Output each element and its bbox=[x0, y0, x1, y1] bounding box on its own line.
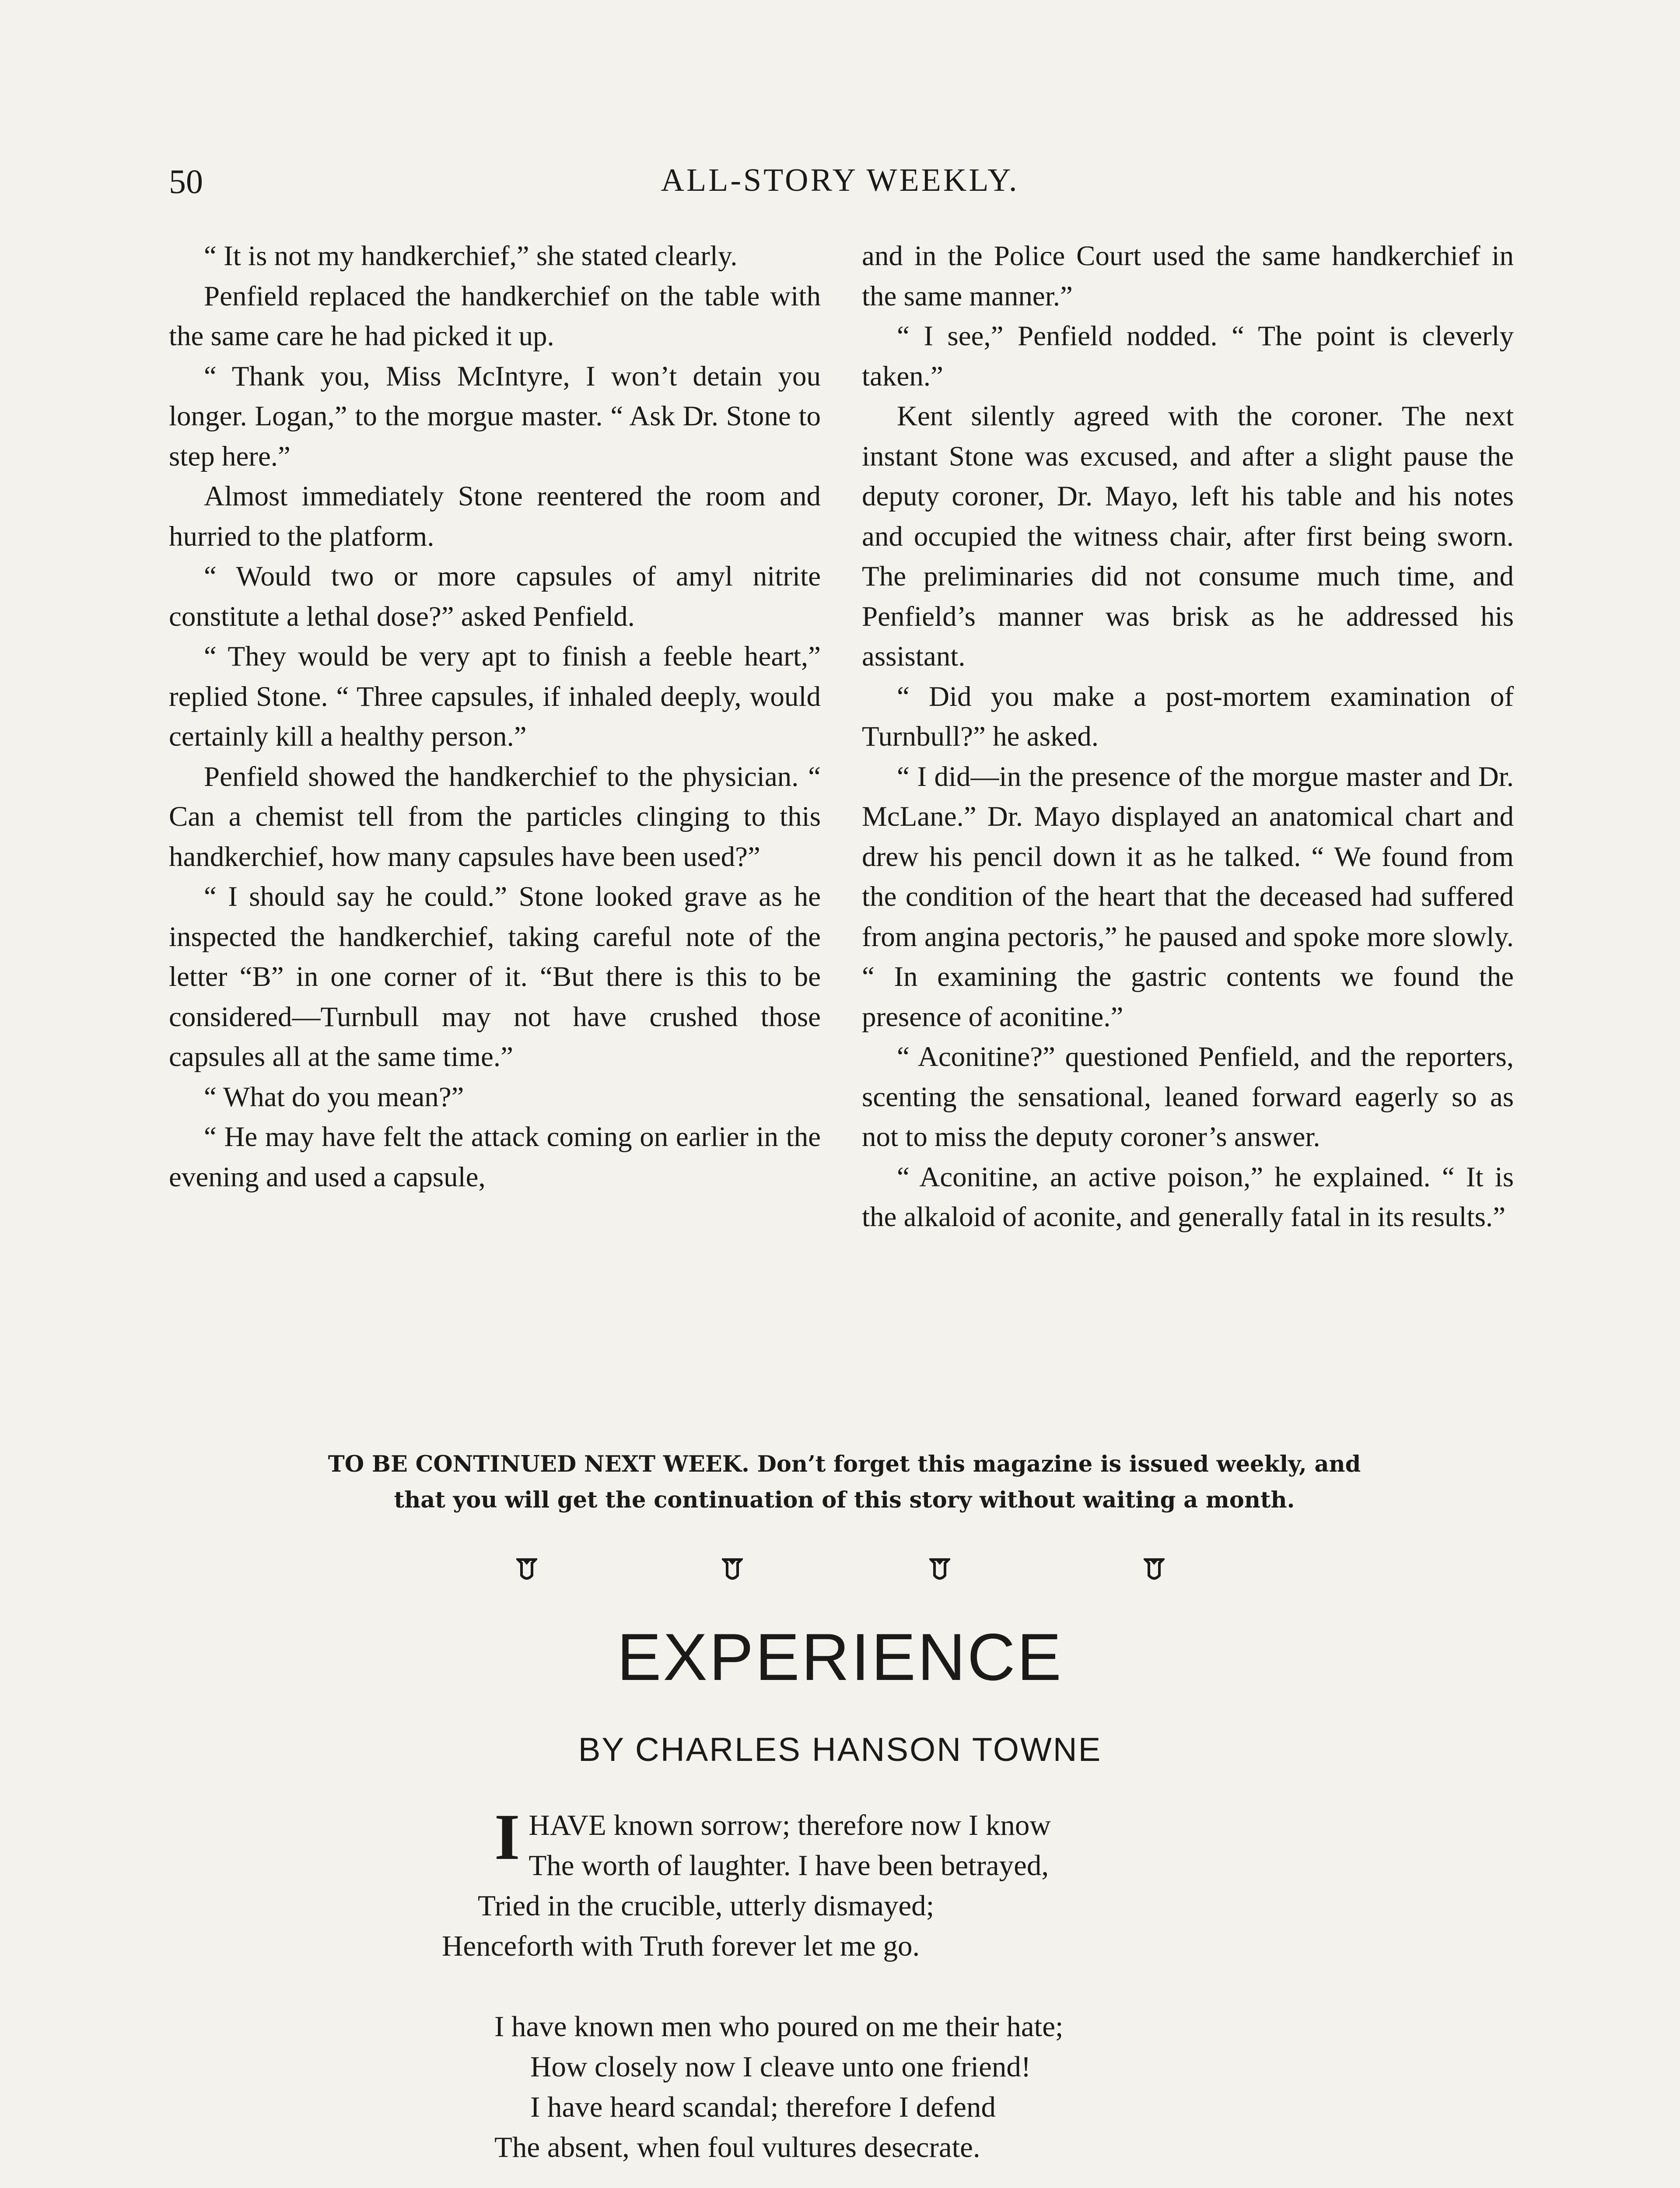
story-paragraph: “ What do you mean?” bbox=[204, 1081, 464, 1113]
poem-line: Henceforth with Truth forever let me go. bbox=[442, 1930, 920, 1962]
story-paragraph: and in the Police Court used the same handkerchief in the same manner.” bbox=[862, 240, 1514, 312]
page-header bbox=[169, 162, 1511, 201]
poem-line: I have heard scandal; therefore I defend bbox=[530, 2091, 996, 2123]
page-number: 50 bbox=[169, 162, 203, 200]
story-paragraph: Almost immediately Stone reentered the room and hurried to the platform. bbox=[169, 480, 821, 552]
continued-notice bbox=[166, 1446, 1522, 1518]
continued-notice-line: TO BE CONTINUED NEXT WEEK. Don’t forget this magazine is issued weekly, and bbox=[328, 1451, 1361, 1477]
ornament-icon bbox=[929, 1558, 950, 1582]
poem-line: How closely now I cleave unto one friend! bbox=[530, 2051, 1031, 2083]
poem-line: I have known men who poured on me their hate; bbox=[494, 2010, 1064, 2043]
drop-cap: I bbox=[494, 1801, 520, 1873]
poem-byline: BY CHARLES HANSON TOWNE bbox=[578, 1731, 1102, 1768]
poem-line: Tried in the crucible, utterly dismayed; bbox=[478, 1890, 934, 1922]
story-paragraph: “ Thank you, Miss McIntyre, I won’t detain you longer. Logan,” to the morgue master. “ Ask Dr. Stone to step here.” bbox=[169, 360, 821, 472]
story-paragraph: “ It is not my handkerchief,” she stated clearly. bbox=[204, 240, 738, 272]
story-paragraph: “ He may have felt the attack coming on earlier in the evening and used a capsule, bbox=[169, 1121, 821, 1193]
ornament-icon bbox=[722, 1558, 743, 1582]
story-paragraph: Penfield replaced the handkerchief on the table with the same care he had picked it up. bbox=[169, 280, 821, 352]
ornament-icon bbox=[1144, 1558, 1165, 1582]
left-column bbox=[169, 236, 821, 1197]
story-paragraph: “ They would be very apt to finish a feeble heart,” replied Stone. “ Three capsules, if inhaled deeply, would certainly kill a healthy person.” bbox=[169, 641, 821, 752]
poem-line: The absent, when foul vultures desecrate. bbox=[494, 2131, 980, 2163]
poem-title: EXPERIENCE bbox=[617, 1620, 1063, 1694]
right-column bbox=[862, 236, 1514, 1238]
story-paragraph: “ Aconitine?” questioned Penfield, and the reporters, scenting the sensational, leaned forward eagerly so as not to miss the deputy coroner’s answer. bbox=[862, 1041, 1514, 1153]
poem-stanza bbox=[494, 2006, 1369, 2167]
ornament-row bbox=[516, 1558, 1172, 1597]
story-paragraph: Penfield showed the handkerchief to the physician. “ Can a chemist tell from the particles clinging to this handkerchief, how many capsules have been used?” bbox=[169, 761, 821, 873]
story-paragraph: “ Did you make a post-mortem examination of Turnbull?” he asked. bbox=[862, 680, 1514, 752]
story-paragraph: “ Would two or more capsules of amyl nitrite constitute a lethal dose?” asked Penfield. bbox=[169, 561, 821, 632]
ornament-icon bbox=[516, 1558, 537, 1582]
poem-line: The worth of laughter. I have been betrayed, bbox=[528, 1849, 1049, 1882]
story-columns bbox=[169, 236, 1521, 1444]
story-paragraph: “ I should say he could.” Stone looked grave as he inspected the handkerchief, taking careful note of the letter “B” in one corner of it. “But there is this to be considered—Turnbull may not have crushed those capsules all at the same time.” bbox=[169, 881, 821, 1073]
continued-notice-line: that you will get the continuation of this story without waiting a month. bbox=[394, 1487, 1295, 1513]
poem-body bbox=[442, 1801, 1369, 2188]
story-paragraph: “ I see,” Penfield nodded. “ The point is cleverly taken.” bbox=[862, 320, 1514, 392]
poem-line: HAVE known sorrow; therefore now I know bbox=[528, 1809, 1051, 1841]
story-paragraph: “ I did—in the presence of the morgue master and Dr. McLane.” Dr. Mayo displayed an anatomical chart and drew his pencil down it as he talked. “ We found from the condition of the heart that the deceased had suffered from angina pectoris,” he paused and spoke more slowly. “ In examining the gastric contents we found the presence of aconitine.” bbox=[862, 761, 1514, 1033]
story-paragraph: “ Aconitine, an active poison,” he explained. “ It is the alkaloid of aconite, and generally fatal in its results.” bbox=[862, 1161, 1514, 1233]
running-head: ALL-STORY WEEKLY. bbox=[661, 162, 1019, 198]
poem-stanza bbox=[442, 1801, 1369, 1966]
story-paragraph: Kent silently agreed with the coroner. The next instant Stone was excused, and after a slight pause the deputy coroner, Dr. Mayo, left his table and his notes and occupied the witness chair, after first being sworn. The preliminaries did not consume much time, and Penfield’s manner was brisk as he addressed his assistant. bbox=[862, 400, 1514, 672]
